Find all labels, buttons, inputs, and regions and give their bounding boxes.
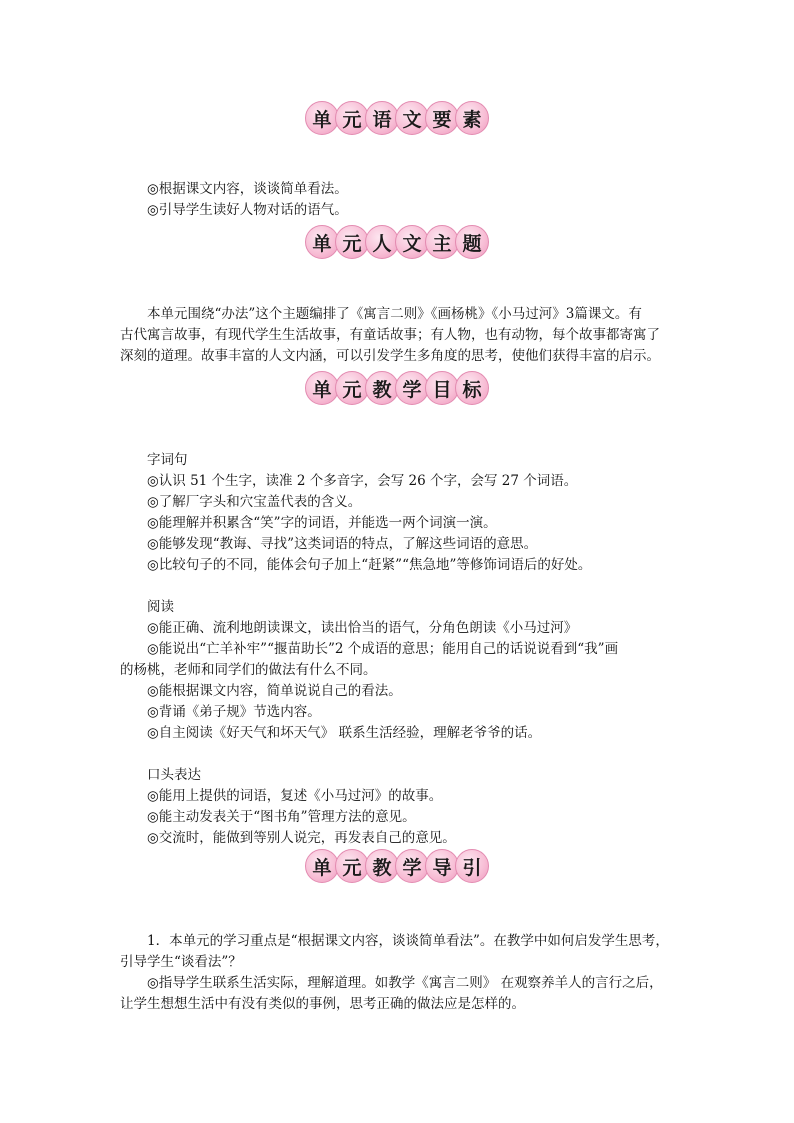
heading-char: 人 (365, 225, 399, 259)
koutou-item: ◎能主动发表关于“图书角”管理方法的意见。 (147, 809, 416, 825)
daoyin-line: 1．本单元的学习重点是“根据课文内容，谈谈简单看法”。在教学中如何启发学生思考， (147, 933, 669, 949)
subheading-ciju: 字词句 (147, 452, 188, 468)
yuedu-item: ◎背诵《弟子规》节选内容。 (147, 704, 321, 720)
subheading-koutou: 口头表达 (147, 767, 201, 783)
heading-char: 元 (335, 371, 369, 405)
ciju-item: ◎认识 51 个生字，读准 2 个多音字，会写 26 个字，会写 27 个词语。 (147, 473, 578, 489)
yuwen-item: ◎根据课文内容，谈谈简单看法。 (147, 181, 348, 197)
koutou-item: ◎交流时，能做到等别人说完，再发表自己的意见。 (147, 830, 456, 846)
heading-char: 引 (455, 849, 489, 883)
heading-char: 元 (335, 849, 369, 883)
heading-char: 单 (305, 225, 339, 259)
heading-char: 要 (425, 101, 459, 135)
daoyin-line: ◎指导学生联系生活实际，理解道理。如教学《寓言二则》 在观察养羊人的言行之后， (147, 975, 663, 991)
yuedu-item: ◎能正确、流利地朗读课文，读出恰当的语气，分角色朗读《小马过河》 (147, 620, 578, 636)
yuedu-item: ◎自主阅读《好天气和坏天气》 联系生活经验，理解老爷爷的话。 (147, 725, 542, 741)
heading-char: 学 (395, 371, 429, 405)
heading-char: 语 (365, 101, 399, 135)
heading-char: 元 (335, 225, 369, 259)
ciju-item: ◎了解厂字头和穴宝盖代表的含义。 (147, 494, 362, 510)
yuedu-item-continued: 的杨桃，老师和同学们的做法有什么不同。 (120, 662, 377, 678)
yuedu-item: ◎能根据课文内容，简单说说自己的看法。 (147, 683, 402, 699)
heading-char: 导 (425, 849, 459, 883)
ciju-item: ◎比较句子的不同，能体会句子加上“赶紧”“焦急地”等修饰词语后的好处。 (147, 557, 592, 573)
heading-char: 单 (305, 371, 339, 405)
section-heading-jiaoxue-daoyin (0, 848, 794, 884)
heading-char: 素 (455, 101, 489, 135)
ciju-item: ◎能够发现“教诲、寻找”这类词语的特点，了解这些词语的意思。 (147, 536, 538, 552)
renwen-paragraph-line: 本单元围绕“办法”这个主题编排了《寓言二则》《画杨桃》《小马过河》3篇课文。有 (147, 306, 642, 322)
heading-char: 教 (365, 371, 399, 405)
heading-char: 文 (395, 101, 429, 135)
heading-char: 主 (425, 225, 459, 259)
ciju-item: ◎能理解并积累含“笑”字的词语，并能选一两个词演一演。 (147, 515, 497, 531)
heading-char: 教 (365, 849, 399, 883)
renwen-paragraph-line: 古代寓言故事，有现代学生生活故事，有童话故事；有人物，也有动物，每个故事都寄寓了 (120, 327, 660, 343)
heading-char: 单 (305, 101, 339, 135)
heading-char: 元 (335, 101, 369, 135)
subheading-yuedu: 阅读 (147, 599, 174, 615)
daoyin-line: 让学生想想生活中有没有类似的事例，思考正确的做法应是怎样的。 (120, 996, 525, 1012)
heading-char: 标 (455, 371, 489, 405)
section-heading-yuwen-yaosu (0, 100, 794, 136)
renwen-paragraph-line: 深刻的道理。故事丰富的人文内涵，可以引发学生多角度的思考，使他们获得丰富的启示。 (120, 348, 660, 364)
heading-char: 单 (305, 849, 339, 883)
heading-char: 题 (455, 225, 489, 259)
daoyin-line: 引导学生“谈看法”？ (120, 954, 242, 970)
heading-char: 文 (395, 225, 429, 259)
yuedu-item: ◎能说出“亡羊补牢”“揠苗助长”2 个成语的意思；能用自己的话说说看到“我”画 (147, 641, 619, 657)
section-heading-renwen-zhuti (0, 224, 794, 260)
section-heading-jiaoxue-mubiao (0, 370, 794, 406)
koutou-item: ◎能用上提供的词语，复述《小马过河》的故事。 (147, 788, 443, 804)
heading-char: 目 (425, 371, 459, 405)
yuwen-item: ◎引导学生读好人物对话的语气。 (147, 202, 348, 218)
heading-char: 学 (395, 849, 429, 883)
